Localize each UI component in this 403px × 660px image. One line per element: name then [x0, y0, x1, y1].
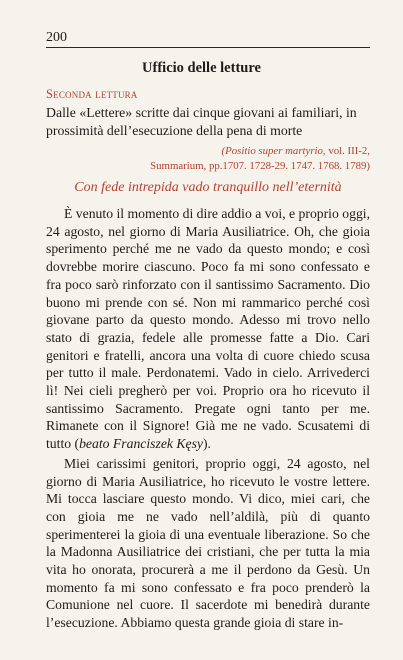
letter-paragraph-2	[46, 455, 370, 632]
reading-intro: Dalle «Lettere» scritte dai cinque giovani ai familiari, in prossimità dell’esecuzione della pena di morte	[46, 105, 357, 138]
letter-1-attribution: beato Franciszek Kęsy	[79, 436, 203, 452]
source-line1-rest: vol. III-2,	[325, 145, 370, 157]
running-head: Ufficio delle letture	[142, 60, 261, 76]
letter-1-closing: ).	[203, 436, 211, 452]
source-line2: Summarium, pp.1707. 1728-29. 1747. 1768. 1789)	[150, 160, 370, 172]
source-italic: (Positio super martyrio,	[221, 145, 326, 157]
header-rule	[46, 47, 370, 48]
letter-paragraph-1	[46, 205, 370, 453]
reading-subtitle: Con fede intrepida vado tranquillo nell’eternità	[74, 180, 342, 195]
source-reference	[70, 144, 370, 174]
section-label: Seconda lettura	[46, 87, 138, 101]
letter-2-text: Miei carissimi genitori, proprio oggi, 24 agosto, nel giorno di Maria Ausiliatrice, ho ricevuto le vostre lettere. Mi tocca lasciare questo mondo. Vi dico, miei cari, che con gioia me ne vado nell’aldilà, più di quanto sperimenterei la gioia di una eventuale liberazione. So che la Madonna Ausiliatrice dei cristiani, che per tutta la mia vita ho onorata, procurerà a me il perdono da Gesù. Un momento fa mi sono confessato e fra poco prenderò la Comunione nel cuore. Il sacerdote mi benedirà durante l’esecuzione. Abbiamo questa grande gioia di stare in-	[46, 455, 370, 631]
reading-body	[46, 205, 370, 634]
page-number: 200	[46, 30, 67, 45]
letter-1-text: È venuto il momento di dire addio a voi, e proprio oggi, 24 agosto, nel giorno di Maria Ausiliatrice. Oh, che gioia sperimento perché me ne vado da questo mondo; e così dovrebbe morire ciascuno. Poco fa mi sono confessato e fra poco sarò rinforzato con il santissimo Sacramento. Dio buono mi prende con sé. Non mi rammarico perché così giovane parto da questo mondo. Adesso mi trovo nello stato di grazia, fedele alle promesse fatte a Dio. Cari genitori e fratelli, ancora una volta di cuore chiedo scusa per tutto il male. Perdonatemi. Vado in cielo. Arrivederci lì! Nei cieli pregherò per voi. Proprio ora ho ricevuto il santissimo Sacramento. Pregate ogni tanto per me. Rimanete con il Signore! Già me ne vado. Scusatemi di tutto (	[46, 206, 371, 452]
